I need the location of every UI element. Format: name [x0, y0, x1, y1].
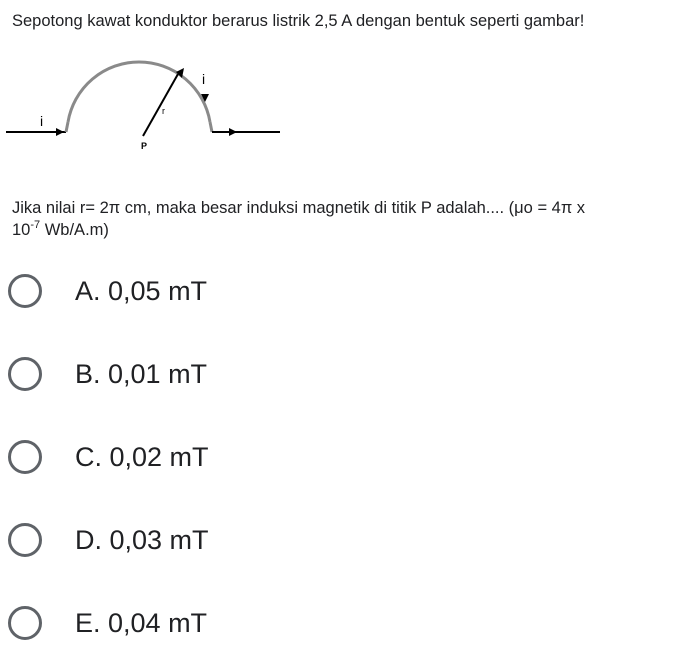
prompt-unit: Wb/A.m) — [40, 221, 109, 239]
right-riser — [210, 122, 212, 132]
option-a-label: A. 0,05 mT — [75, 276, 208, 306]
radio-e[interactable] — [8, 606, 42, 640]
option-e[interactable] — [0, 594, 400, 654]
radio-b[interactable] — [8, 357, 42, 391]
option-b[interactable] — [0, 345, 400, 405]
left-riser — [66, 122, 68, 132]
arc-wire — [68, 62, 210, 122]
option-c-label: C. 0,02 mT — [75, 442, 209, 472]
label-i-right: i — [202, 71, 206, 87]
radio-a[interactable] — [8, 274, 42, 308]
radius-line — [143, 74, 178, 136]
question-text: Sepotong kawat konduktor berarus listrik 2,5 A dengan bentuk seperti gambar! — [12, 12, 585, 30]
prompt-exp-base: 10 — [12, 221, 31, 239]
wire-diagram — [0, 50, 300, 160]
radio-c[interactable] — [8, 440, 42, 474]
prompt-exp-power: -7 — [30, 218, 41, 231]
option-c[interactable] — [0, 428, 400, 488]
option-b-label: B. 0,01 mT — [75, 359, 208, 389]
label-i-left: i — [40, 113, 44, 129]
option-d[interactable] — [0, 511, 400, 571]
radio-d[interactable] — [8, 523, 42, 557]
left-arrow — [56, 128, 64, 136]
option-d-label: D. 0,03 mT — [75, 525, 209, 555]
label-r: r — [162, 106, 165, 116]
option-a[interactable] — [0, 262, 400, 322]
right-arrow — [229, 128, 237, 136]
prompt-text — [12, 197, 672, 241]
option-e-label: E. 0,04 mT — [75, 608, 208, 638]
label-p: P — [141, 141, 148, 151]
prompt-main: Jika nilai r= 2π cm, maka besar induksi magnetik di titik P adalah.... (μo = 4π x — [12, 199, 586, 217]
